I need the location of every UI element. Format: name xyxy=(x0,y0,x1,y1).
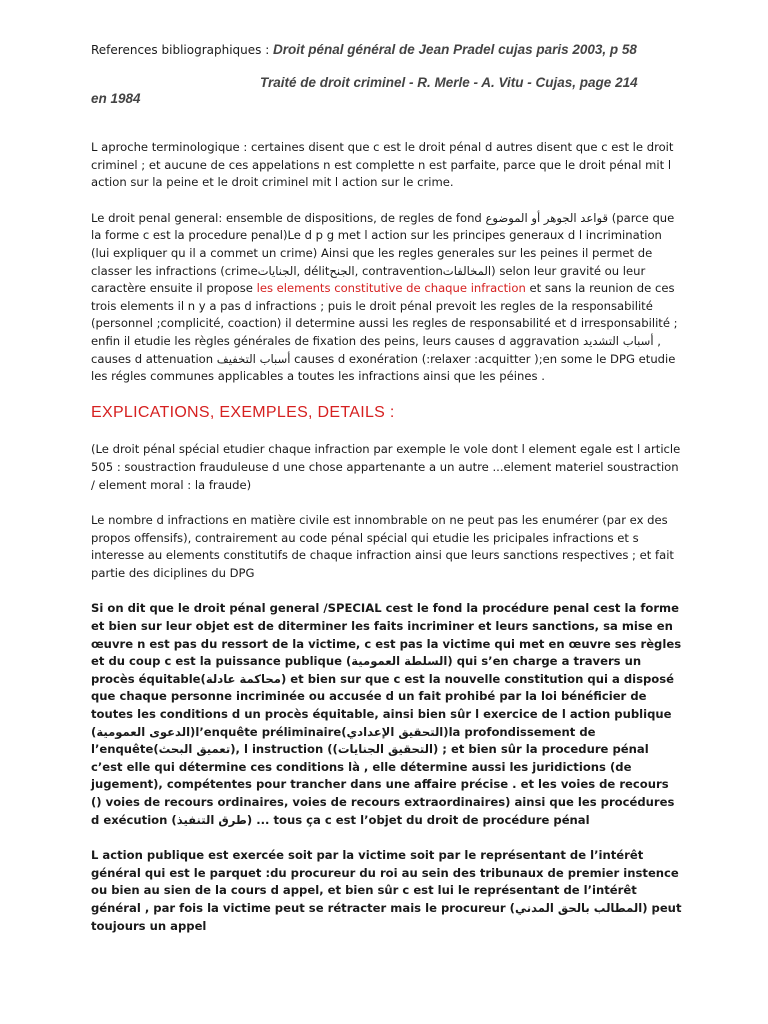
paragraph-terminology: L aproche terminologique : certaines disent que c est le droit pénal d autres disent que c est le droit criminel ; et aucune de ces appelations n est complette n est parfaite, parce que le droit pénal mit l action sur la peine et le droit criminel mit l action sur le crime. xyxy=(91,140,674,190)
references-line xyxy=(91,40,691,60)
paragraph-public-action: L action publique est exercée soit par la victime soit par le représentant de l’intérêt général qui est le parquet :du procureur du roi au sein des tribunaux de premier instence ou bien au sien de la cours d appel, et bien sûr c est lui le représentant de l’intérêt général , par fois la victime peut se rétracter mais le procureur (المطالب بالحق المدني) peut toujours un appel xyxy=(91,848,682,933)
paragraph-dpg-definition: Le droit penal general: ensemble de dispositions, de regles de fond قواعد الجوهر أو الموضوع (parce que la forme c est la procedure penal)Le d p g met l action sur les principes generaux d l incrimination (lui expliquer qu il a commet un crime) Ainsi que les regles generales sur les peines il permet de classer les infractions (crimeالجنايات, délitالجنح, contraventionالمخالفات) selon leur gravité ou leur caractère ensuite il propose les elements constitutive de chaque infraction et sans la reunion de ces trois elements il n y a pas d infractions ; puis le droit pénal prevoit les regles de la responsabilité (personnel ;complicité, coaction) il determine aussi les regles de responsabilité et d irresponsabilité ; enfin il etudie les règles générales de fixation des peins, leurs causes d aggravation أسباب التشديد , causes d attenuation أسباب التخفيف causes d exonération (:relaxer :acquitter );en some le DPG etudie les régles communes applicables a toutes les infractions ainsi que les péines . xyxy=(91,210,678,384)
reference-2-continuation: en 1984 xyxy=(91,91,141,106)
document-body xyxy=(91,139,683,953)
references-label: References bibliographiques : xyxy=(91,43,270,57)
highlighted-text: les elements constitutive de chaque infraction xyxy=(256,281,526,296)
reference-2: Traité de droit criminel - R. Merle - A. Vitu - Cujas, page 214 xyxy=(260,75,638,90)
paragraph-number-of-offences: Le nombre d infractions en matière civile est innombrable on ne peut pas les enumérer (par ex des propos offensifs), contrairement au code pénal spécial qui etudie les pricipales infractions et s interesse au elements constitutifs de chaque infraction ainsi que leurs sanctions respectives ; et fait partie des diciplines du DPG xyxy=(91,513,674,580)
paragraph-special-criminal-law: (Le droit pénal spécial etudier chaque infraction par exemple le vole dont l element egale est l article 505 : soustraction frauduleuse d une chose appartenante a un autre ...element materiel soustraction / element moral : la fraude) xyxy=(91,442,681,492)
paragraph-procedure: Si on dit que le droit pénal general /SPECIAL cest le fond la procédure penal cest la forme et bien sur leur objet est de diterminer les faits incriminer et leurs sanctions, sa mise en œuvre n est pas du ressort de la victime, c est pas la victime qui met en œuvre ses règles et du coup c est la puissance publique (السلطة العمومية) qui s’en charge a travers un procès équitable(محاكمة عادلة) et bien sur que c est la nouvelle constitution qui a disposé que chaque personne incriminée ou accusée d un fait prohibé par la loi bénéficier de toutes les conditions d un procès équitable, ainsi bien sûr l exercice de l action publique (الدعوى العمومية)l’enquête préliminaire(التحقيق الإعدادي)la profondissement de l’enquête(تعميق البحث), l instruction ((التحقيق الجنايات) ; et bien sûr la procedure pénal c’est elle qui détermine ces conditions là , elle détermine aussi les juridictions (de jugement), compétentes pour trancher dans une affaire précise . et les voies de recours () voies de recours ordinaires, voies de recours extraordinaires) ainsi que les procédures d exécution (طرق التنفيذ) ... tous ça c est l’objet du droit de procédure pénal xyxy=(91,601,682,827)
reference-1: Droit pénal général de Jean Pradel cujas paris 2003, p 58 xyxy=(273,42,637,57)
section-heading: EXPLICATIONS, EXEMPLES, DETAILS : xyxy=(91,403,395,421)
